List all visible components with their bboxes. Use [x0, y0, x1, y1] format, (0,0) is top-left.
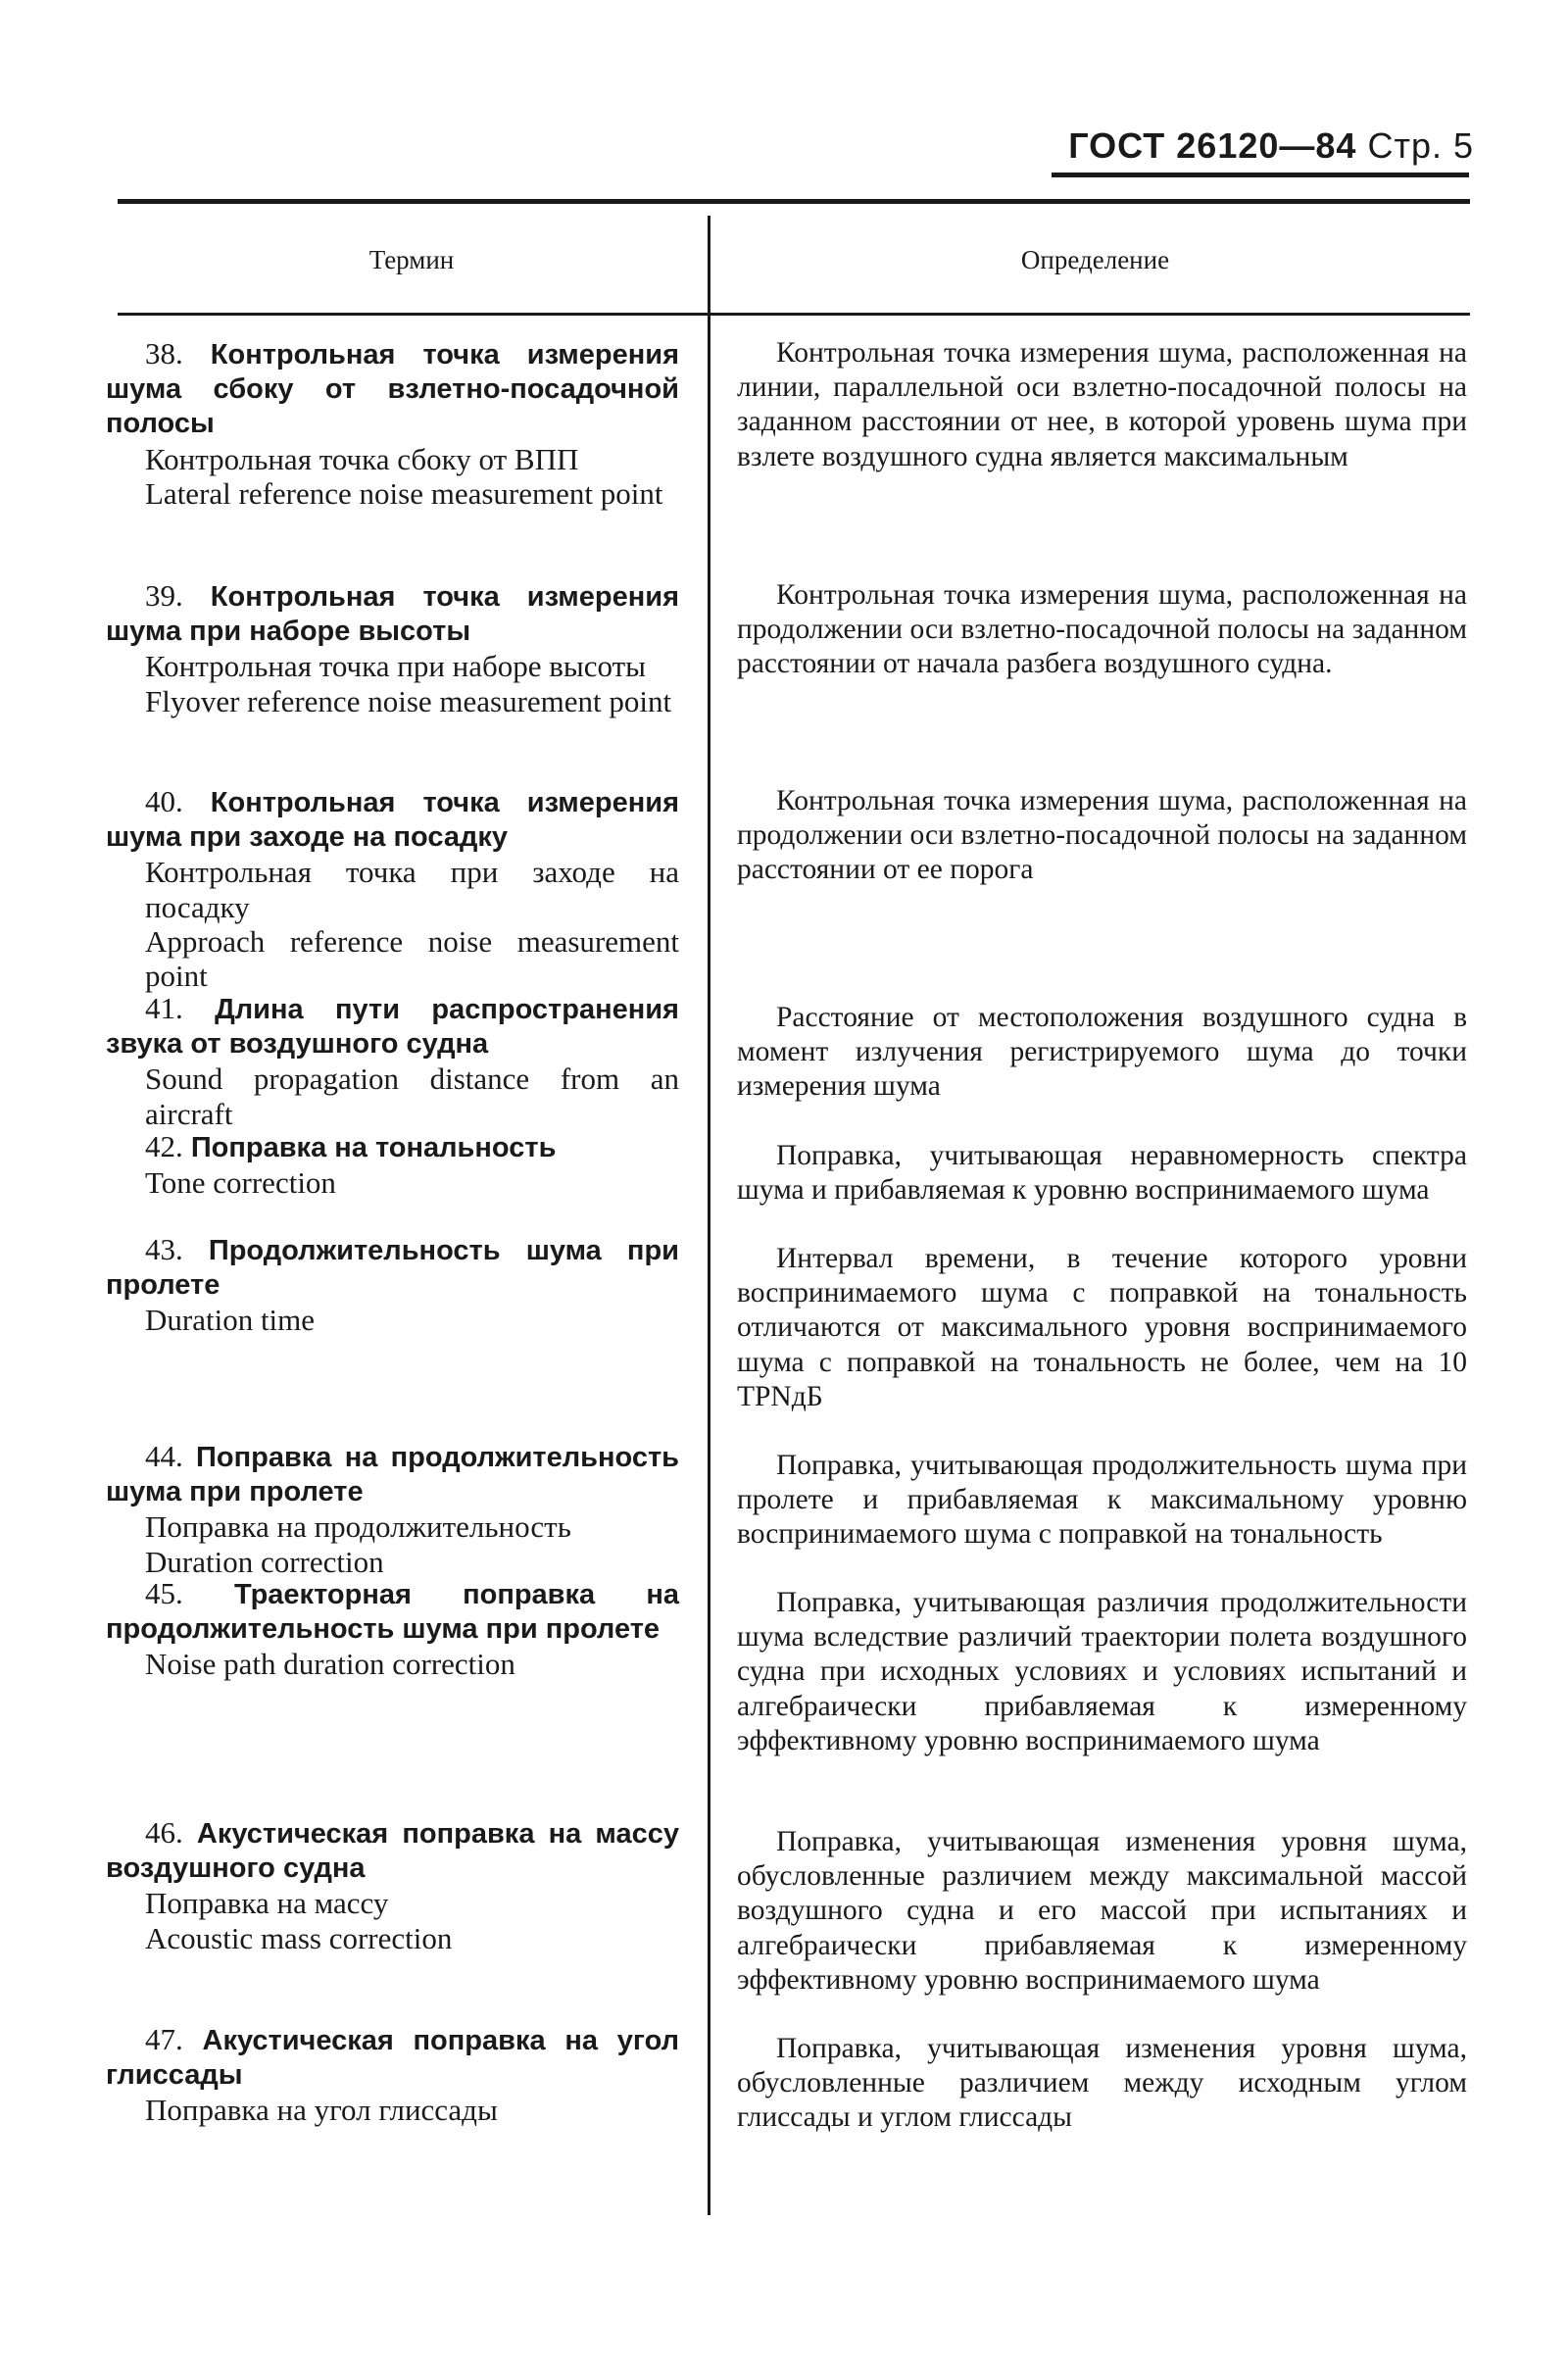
term-title: Траекторная поправка на продолжительность шума при пролете — [106, 1579, 679, 1646]
term-number: 39. — [145, 578, 183, 613]
term-english: Lateral reference noise measurement point — [145, 475, 663, 511]
definition-text: Поправка, учитывающая различия продолжительности шума вследствие различий траектории полета воздушного судна при исходных условиях и условиях испытаний и алгебраически прибавляемая к измеренному эффективному уровню воспринимаемого шума — [737, 1587, 1467, 1756]
definition-text: Поправка, учитывающая изменения уровня шума, обусловленные различием между максимальной массой воздушного судна и его массой при испытаниях и алгебраически прибавляемая к измеренному эффективному уровню воспринимаемого шума — [737, 1826, 1467, 1996]
term-english: Sound propagation distance from an aircraft — [145, 1062, 679, 1131]
term-number: 42. — [145, 1129, 183, 1163]
term-english: Duration correction — [145, 1544, 384, 1579]
term-title: Акустическая поправка на угол глиссады — [106, 2025, 679, 2092]
term-number: 41. — [145, 991, 183, 1025]
term-english: Duration time — [145, 1303, 316, 1338]
term-number: 45. — [145, 1576, 183, 1610]
standard-number: ГОСТ 26120—84 — [1068, 125, 1357, 166]
term-entry — [106, 1129, 679, 1200]
term-title: Контрольная точка измерения шума при наборе высоты — [106, 581, 679, 648]
page-number: Стр. 5 — [1367, 125, 1474, 166]
term-number: 43. — [145, 1232, 183, 1266]
term-synonym: Поправка на угол глиссады — [145, 2093, 498, 2128]
column-header-definition: Определение — [1020, 245, 1170, 274]
term-entry — [106, 578, 679, 718]
term-number: 38. — [145, 336, 183, 370]
term-number: 44. — [145, 1439, 183, 1473]
term-entry — [106, 1576, 679, 1682]
term-title: Продолжительность шума при пролете — [106, 1235, 679, 1302]
term-title: Поправка на продолжительность шума при пролете — [106, 1442, 679, 1508]
term-number: 47. — [145, 2022, 183, 2056]
term-synonym: Контрольная точка при наборе высоты — [145, 649, 646, 684]
term-entry — [106, 336, 679, 511]
term-english: Acoustic mass correction — [145, 1920, 453, 1955]
term-english: Approach reference noise measurement point — [145, 923, 679, 994]
definition-text: Контрольная точка измерения шума, расположенная на линии, параллельной оси взлетно-посадочной полосы на заданном расстоянии от нее, в которой уровень шума при взлете воздушного судна является максимальным — [737, 337, 1467, 472]
page-header — [1068, 125, 1474, 167]
term-english: Tone correction — [145, 1165, 336, 1201]
term-title: Акустическая поправка на массу воздушного судна — [106, 1818, 679, 1885]
definition-text: Контрольная точка измерения шума, расположенная на продолжении оси взлетно-посадочной полосы на заданном расстоянии от ее порога — [737, 785, 1467, 886]
definition-text: Интервал времени, в течение которого уровни воспринимаемого шума с поправкой на тональность отличаются от максимального уровня воспринимаемого шума с поправкой на тональность не более, чем на 10 TPNдБ — [737, 1243, 1467, 1412]
term-entry — [106, 1232, 679, 1338]
term-number: 40. — [145, 784, 183, 818]
definition-text: Поправка, учитывающая неравномерность спектра шума и прибавляемая к уровню воспринимаемого шума — [737, 1140, 1467, 1207]
definition-text: Расстояние от местоположения воздушного судна в момент излучения регистрируемого шума до точки измерения шума — [737, 1002, 1467, 1103]
term-synonym: Контрольная точка при заходе на посадку — [145, 855, 679, 924]
term-number: 46. — [145, 1815, 183, 1850]
table-header-rule — [118, 313, 1470, 316]
term-entry — [106, 1439, 679, 1579]
term-entry — [106, 1815, 679, 1955]
term-english: Noise path duration correction — [145, 1647, 515, 1682]
term-title: Поправка на тональность — [190, 1132, 557, 1163]
term-entry — [106, 784, 679, 993]
header-rule-short — [1052, 173, 1469, 177]
definition-text: Контрольная точка измерения шума, расположенная на продолжении оси взлетно-посадочной полосы на заданном расстоянии от начала разбега воздушного судна. — [737, 579, 1467, 680]
definition-text: Поправка, учитывающая изменения уровня шума, обусловленные различием между исходным углом глиссады и углом глиссады — [737, 2033, 1467, 2134]
header-rule-long — [118, 199, 1470, 204]
term-entry — [106, 2022, 679, 2128]
term-synonym: Поправка на продолжительность — [145, 1509, 571, 1545]
term-english: Flyover reference noise measurement point — [145, 683, 672, 718]
term-title: Контрольная точка измерения шума сбоку от взлетно-посадочной полосы — [106, 339, 679, 440]
term-entry — [106, 991, 679, 1131]
term-synonym: Контрольная точка сбоку от ВПП — [145, 441, 579, 476]
term-title: Длина пути распространения звука от воздушного судна — [106, 994, 679, 1061]
definition-text: Поправка, учитывающая продолжительность шума при пролете и прибавляемая к максимальному уровню воспринимаемого шума с поправкой на тональность — [737, 1450, 1467, 1551]
term-synonym: Поправка на массу — [145, 1886, 389, 1921]
term-title: Контрольная точка измерения шума при заходе на посадку — [106, 787, 679, 854]
column-header-term: Термин — [368, 245, 455, 274]
column-divider — [708, 216, 710, 2215]
